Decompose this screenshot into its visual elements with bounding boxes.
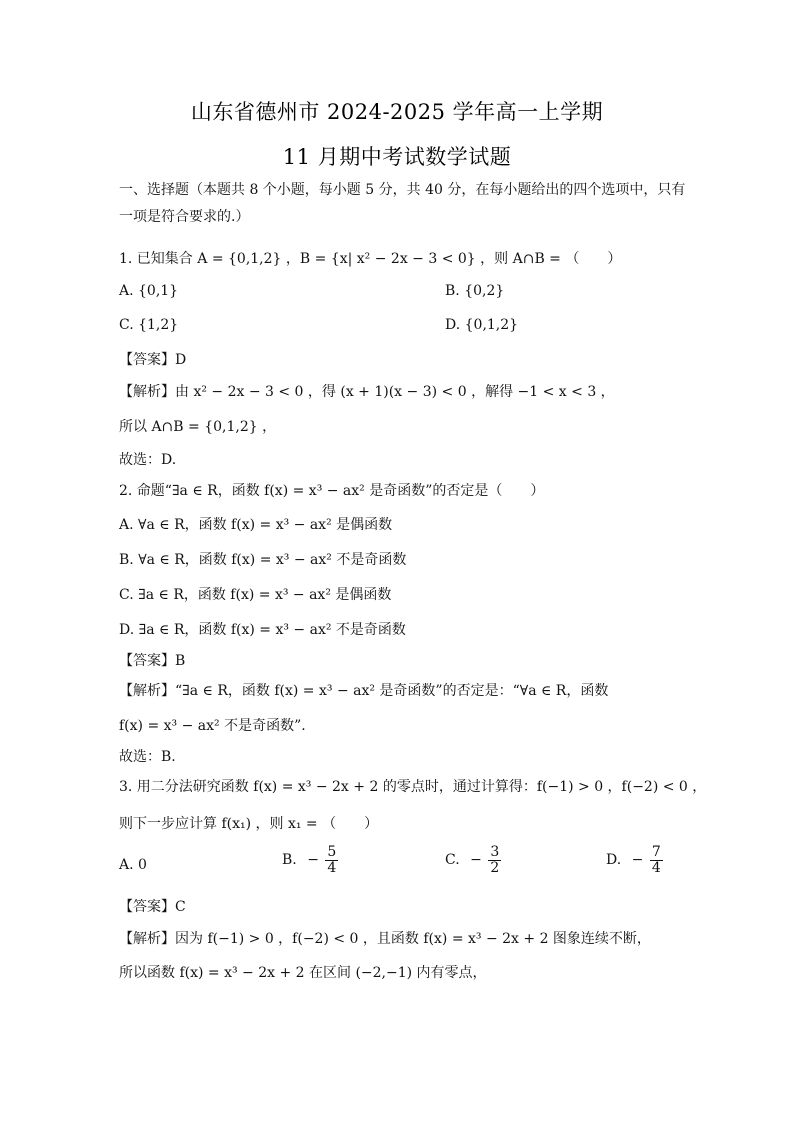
question-1-answer: 【答案】D [119, 352, 187, 368]
option-c-sign: − [470, 852, 482, 869]
question-3-option-d [606, 845, 663, 875]
option-b-label: B. [282, 852, 297, 869]
option-b-sign: − [307, 852, 319, 869]
page-title: 山东省德州市 2024-2025 学年高一上学期 [190, 100, 604, 124]
question-2-option-d: D. ∃a ∈ R，函数 f(x) = x³ − ax² 不是奇函数 [119, 622, 406, 638]
question-1-analysis: 【解析】由 x² − 2x − 3 < 0 ，得 (x + 1)(x − 3) < 0 ，解得 −1 < x < 3 ， [119, 384, 615, 400]
option-c-numerator: 3 [490, 844, 500, 860]
question-2-analysis-cont: f(x) = x³ − ax² 不是奇函数”. [119, 718, 306, 734]
question-3-stem-cont: 则下一步应计算 f(x₁) ，则 x₁ = （ ） [119, 816, 379, 832]
question-2-analysis: 【解析】“∃a ∈ R，函数 f(x) = x³ − ax² 是奇函数”的否定是：“∀a ∈ R，函数 [119, 683, 609, 699]
option-d-sign: − [631, 852, 644, 869]
question-3-answer: 【答案】C [119, 899, 186, 915]
question-3-option-c [445, 845, 501, 875]
question-3-stem: 3. 用二分法研究函数 f(x) = x³ − 2x + 2 的零点时，通过计算得：f(−1) > 0 ，f(−2) < 0 ， [119, 779, 707, 795]
question-1-option-a: A. {0,1} [119, 283, 179, 299]
page-subtitle: 11 月期中考试数学试题 [282, 145, 512, 169]
section-header: 一、选择题（本题共 8 个小题，每小题 5 分，共 40 分，在每小题给出的四个选项中，只有 [119, 182, 686, 198]
option-b-denominator: 4 [327, 859, 337, 876]
question-2-conclusion: 故选：B. [119, 749, 176, 765]
question-3-option-a: A. 0 [119, 857, 147, 873]
question-3-analysis-cont: 所以函数 f(x) = x³ − 2x + 2 在区间 (−2,−1) 内有零点， [119, 965, 487, 981]
question-1-conclusion: 故选：D. [119, 452, 177, 468]
question-2-option-c: C. ∃a ∈ R，函数 f(x) = x³ − ax² 是偶函数 [119, 587, 392, 603]
option-d-fraction [650, 845, 663, 875]
option-c-denominator: 2 [490, 859, 500, 876]
question-2-option-b: B. ∀a ∈ R，函数 f(x) = x³ − ax² 不是奇函数 [119, 552, 407, 568]
section-header-cont: 一项是符合要求的.） [119, 209, 250, 225]
question-2-answer: 【答案】B [119, 653, 186, 669]
question-1-option-d: D. {0,1,2} [445, 317, 519, 333]
question-3-option-b [282, 845, 338, 875]
question-1-option-c: C. {1,2} [119, 317, 179, 333]
option-c-fraction [488, 845, 501, 875]
option-d-label: D. [606, 852, 622, 869]
option-b-fraction [325, 845, 338, 875]
question-1-analysis-cont: 所以 A∩B = {0,1,2} ， [119, 419, 277, 435]
question-2-option-a: A. ∀a ∈ R，函数 f(x) = x³ − ax² 是偶函数 [119, 517, 393, 533]
question-2-stem: 2. 命题“∃a ∈ R，函数 f(x) = x³ − ax² 是奇函数”的否定是（ ） [119, 483, 545, 499]
option-d-denominator: 4 [651, 859, 661, 876]
option-c-label: C. [445, 852, 460, 869]
option-b-numerator: 5 [327, 844, 337, 860]
question-1-option-b: B. {0,2} [445, 283, 505, 299]
question-1-stem: 1. 已知集合 A = {0,1,2} ，B = {x| x² − 2x − 3 < 0} ，则 A∩B = （ ） [119, 251, 622, 267]
option-d-numerator: 7 [651, 844, 661, 860]
question-3-analysis: 【解析】因为 f(−1) > 0 ，f(−2) < 0 ，且函数 f(x) = x³ − 2x + 2 图象连续不断， [119, 931, 651, 947]
